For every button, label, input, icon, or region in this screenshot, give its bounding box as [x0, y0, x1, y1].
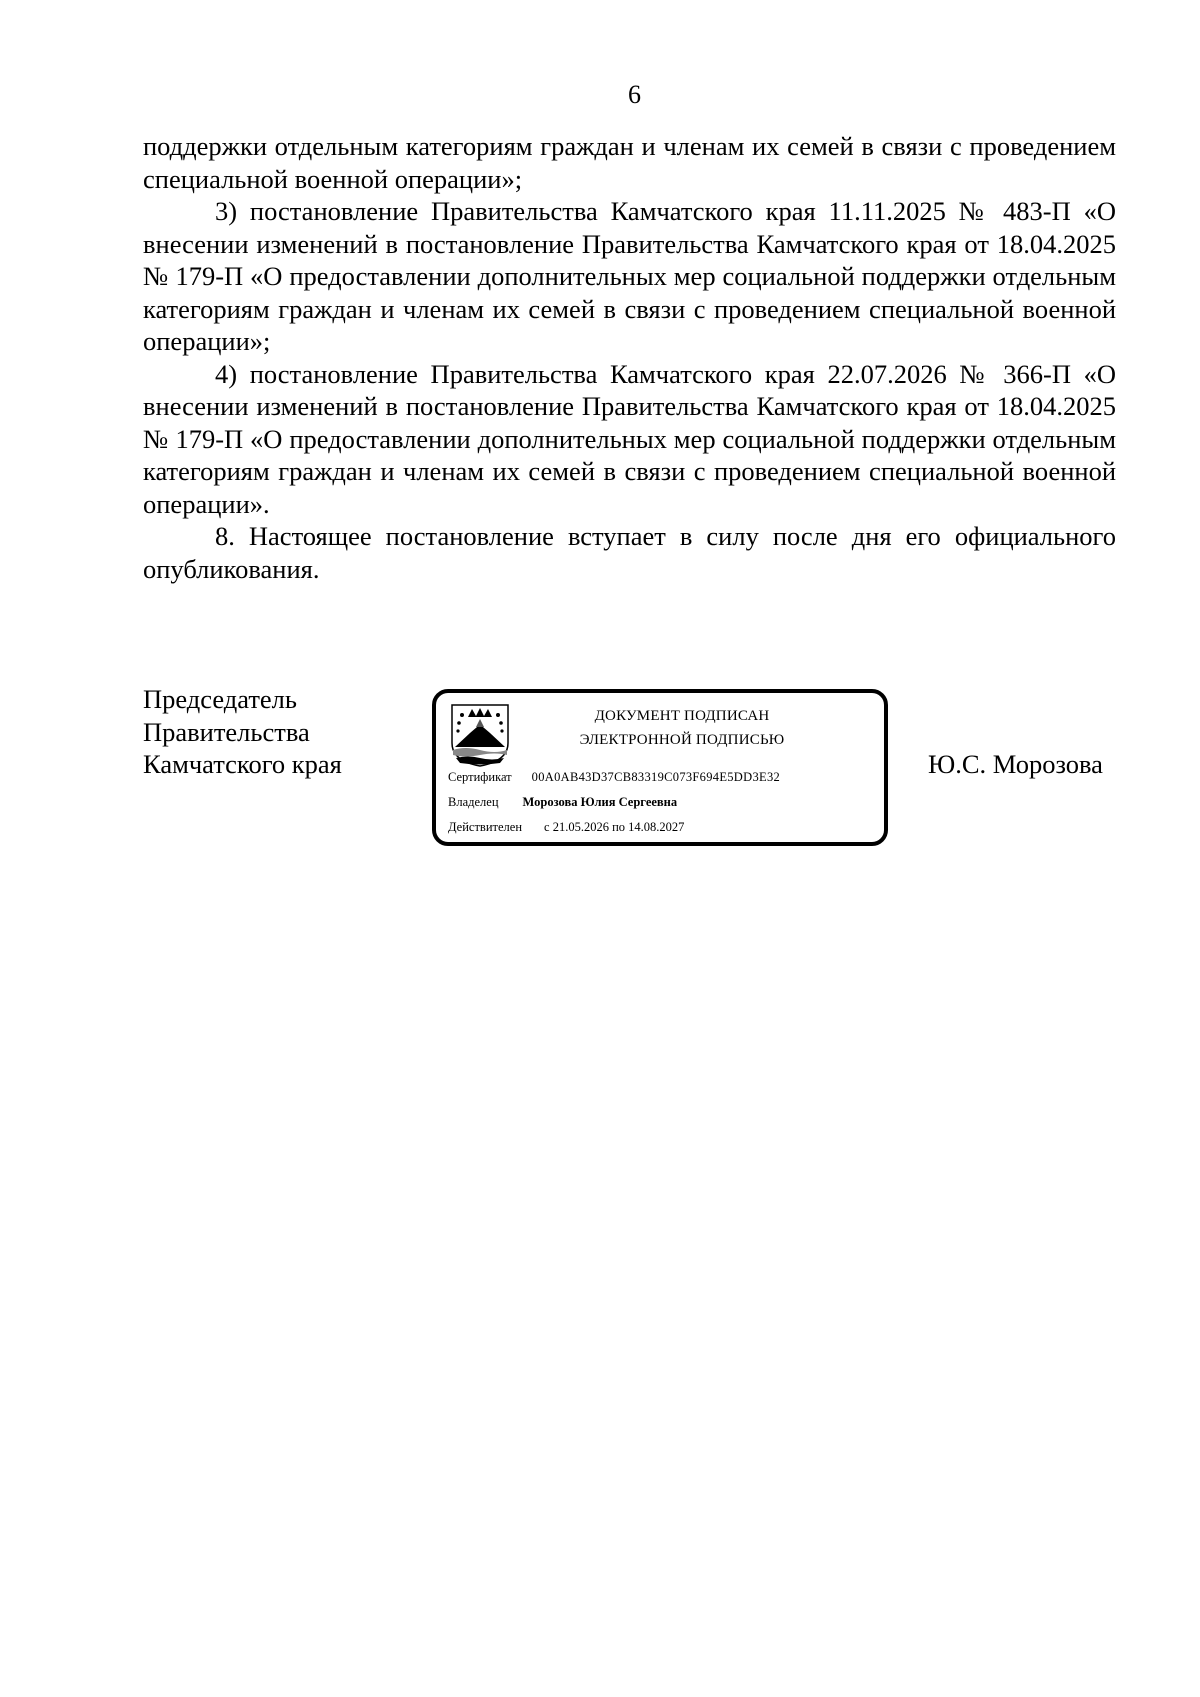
certificate-value: 00A0AB43D37CB83319C073F694E5DD3E32 [531, 770, 781, 784]
stamp-owner-row [448, 794, 677, 810]
stamp-heading-line: ЭЛЕКТРОННОЙ ПОДПИСЬЮ [579, 732, 785, 748]
kamchatka-coat-of-arms-icon [450, 703, 510, 767]
paragraph-continuation: поддержки отдельным категориям граждан и членам их семей в связи с проведением специальной военной операции»; [143, 131, 1116, 194]
paragraph-item-4: 4) постановление Правительства Камчатского края 22.07.2026 № 366-П «О внесении изменений в постановление Правительства Камчатского края от 18.04.2025 № 179-П «О предоставлении дополнительных мер социальной поддержки отдельным категориям граждан и членам их семей в связи с проведением специальной военной операции». [143, 358, 1116, 519]
certificate-label: Сертификат [448, 770, 512, 784]
signer-position [143, 683, 342, 781]
stamp-heading [532, 704, 832, 752]
page-number: 6 [628, 80, 641, 109]
paragraph-item-8: 8. Настоящее постановление вступает в силу после дня его официального опубликования. [143, 521, 1116, 584]
signer-position-line: Председатель [143, 684, 297, 714]
validity-value: с 21.05.2026 по 14.08.2027 [544, 820, 685, 834]
electronic-signature-stamp [432, 689, 888, 846]
signer-position-line: Камчатского края [143, 749, 342, 779]
signer-position-line: Правительства [143, 716, 310, 747]
document-body [143, 130, 1116, 585]
stamp-certificate-row [448, 769, 780, 785]
stamp-heading-line: ДОКУМЕНТ ПОДПИСАН [594, 708, 770, 724]
owner-value: Морозова Юлия Сергеевна [522, 795, 678, 809]
signer-name: Ю.С. Морозова [928, 749, 1103, 779]
validity-label: Действителен [448, 820, 523, 834]
paragraph-item-3: 3) постановление Правительства Камчатского края 11.11.2025 № 483-П «О внесении изменений в постановление Правительства Камчатского края от 18.04.2025 № 179-П «О предоставлении дополнительных мер социальной поддержки отдельным категориям граждан и членам их семей в связи с проведением специальной военной операции»; [143, 196, 1116, 356]
owner-label: Владелец [448, 795, 499, 809]
stamp-validity-row [448, 819, 684, 835]
